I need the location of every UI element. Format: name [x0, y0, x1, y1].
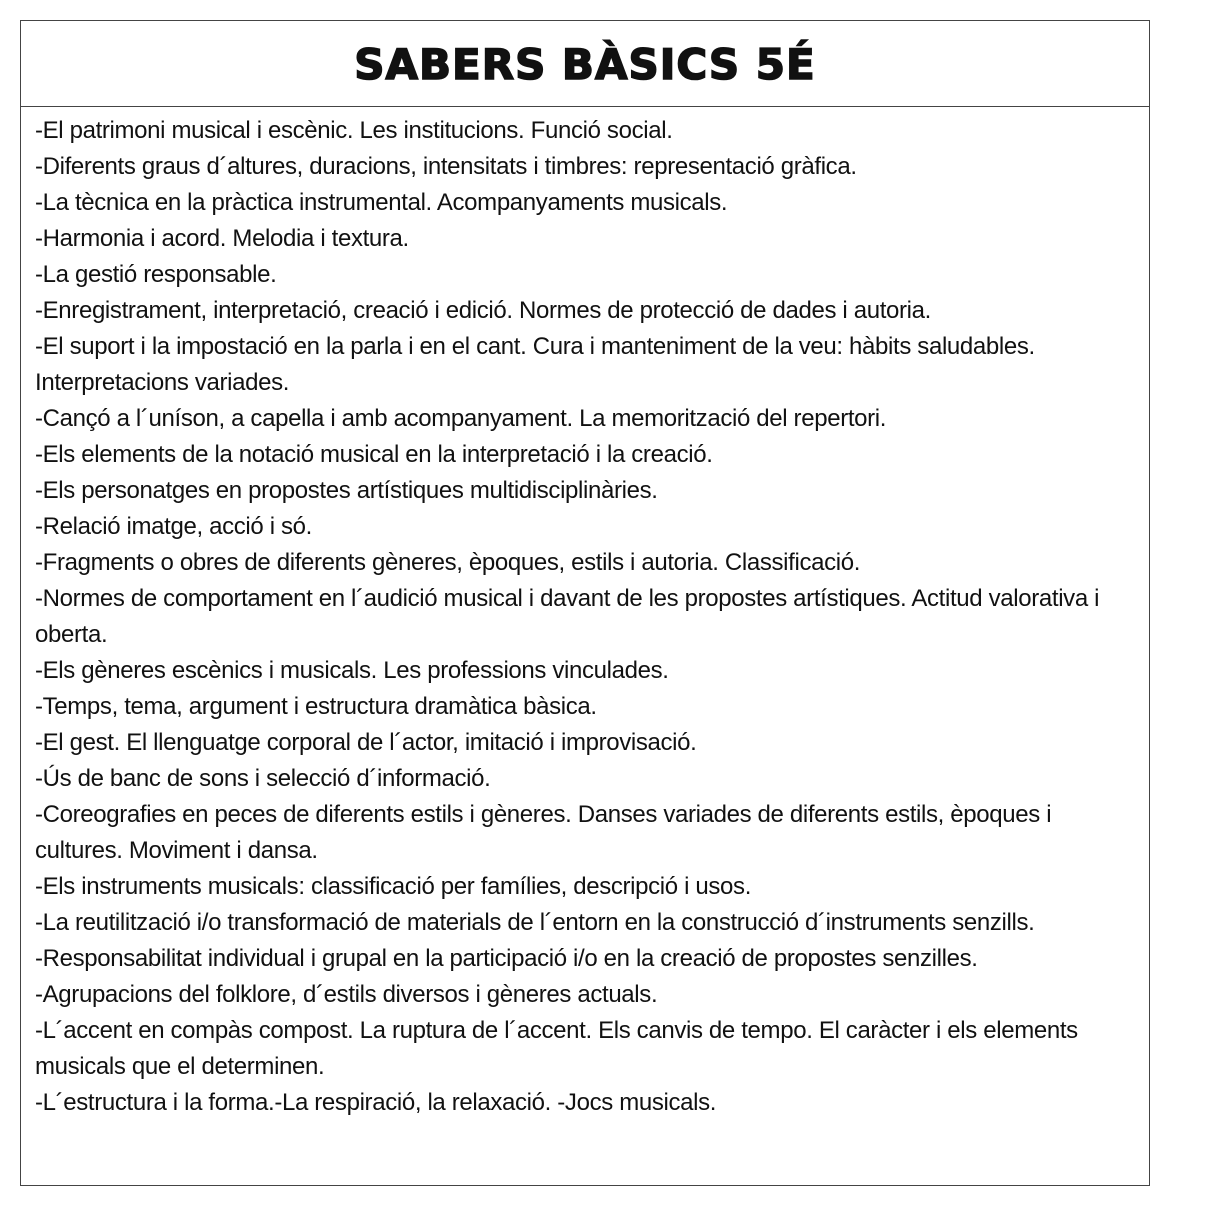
content-line: -Fragments o obres de diferents gèneres, èpoques, estils i autoria. Classificació.: [35, 549, 861, 576]
content-line: -Ús de banc de sons i selecció d´informació.: [35, 765, 491, 792]
content-line: -Temps, tema, argument i estructura dramàtica bàsica.: [35, 693, 597, 720]
content-line: -Els elements de la notació musical en la interpretació i la creació.: [35, 441, 713, 468]
content-line: -El patrimoni musical i escènic. Les institucions. Funció social.: [35, 117, 673, 144]
content-line: -El gest. El llenguatge corporal de l´actor, imitació i improvisació.: [35, 729, 697, 756]
content-line: -L´accent en compàs compost. La ruptura de l´accent. Els canvis de tempo. El caràcter i els elements musicals que el determinen.: [35, 1017, 1078, 1080]
content-line: -La gestió responsable.: [35, 261, 277, 288]
content-line: -La tècnica en la pràctica instrumental. Acompanyaments musicals.: [35, 189, 728, 216]
content-line: -La reutilització i/o transformació de materials de l´entorn en la construcció d´instruments senzills.: [35, 909, 1035, 936]
content-line: -Els personatges en propostes artístiques multidisciplinàries.: [35, 477, 658, 504]
content-line: -El suport i la impostació en la parla i en el cant. Cura i manteniment de la veu: hàbits saludables. Interpretacions variades.: [35, 333, 1035, 396]
page-title: SABERS BÀSICS 5É: [354, 40, 816, 89]
content-line: -Diferents graus d´altures, duracions, intensitats i timbres: representació gràfica.: [35, 153, 857, 180]
content-line: -Coreografies en peces de diferents estils i gèneres. Danses variades de diferents estils, èpoques i cultures. Moviment i dansa.: [35, 801, 1052, 864]
content-line: -Cançó a l´uníson, a capella i amb acompanyament. La memorització del repertori.: [35, 405, 887, 432]
content-line: -Responsabilitat individual i grupal en la participació i/o en la creació de propostes senzilles.: [35, 945, 978, 972]
content-line: -Relació imatge, acció i só.: [35, 513, 312, 540]
title-cell: [21, 21, 1149, 107]
content-line: -L´estructura i la forma.-La respiració, la relaxació. -Jocs musicals.: [35, 1089, 717, 1116]
content-line: -Agrupacions del folklore, d´estils diversos i gèneres actuals.: [35, 981, 658, 1008]
content-line: -Normes de comportament en l´audició musical i davant de les propostes artístiques. Actitud valorativa i oberta.: [35, 585, 1100, 648]
content-line: -Els gèneres escènics i musicals. Les professions vinculades.: [35, 657, 669, 684]
content-line: -Enregistrament, interpretació, creació i edició. Normes de protecció de dades i autoria.: [35, 297, 931, 324]
content-line: -Els instruments musicals: classificació per famílies, descripció i usos.: [35, 873, 752, 900]
content-line: -Harmonia i acord. Melodia i textura.: [35, 225, 409, 252]
content-cell: [21, 107, 1149, 1121]
document-table: [20, 20, 1150, 1186]
